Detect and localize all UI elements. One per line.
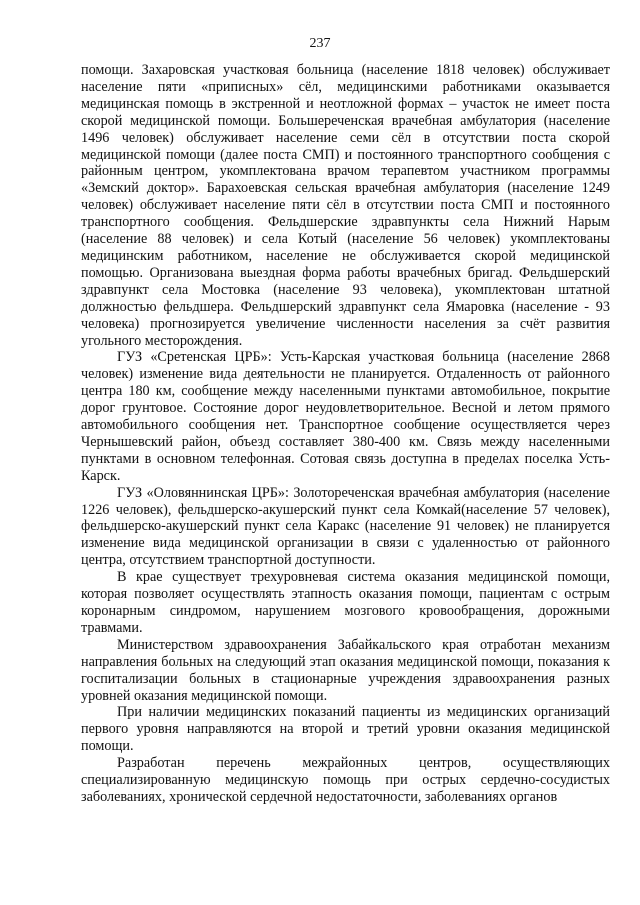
paragraph-three-level-system: В крае существует трехуровневая система оказания медицинской помощи, которая позволяет осуществлять этапность оказания помощи, пациентам с острым коронарным синдромом, нарушением мозгового кровообращения, дорожными травмами. (81, 569, 610, 636)
paragraph-sretenskaya: ГУЗ «Сретенская ЦРБ»: Усть-Карская участковая больница (население 2868 человек) изменение вида деятельности не планируется. Отдаленность от районного центра 180 км, сообщение между населенными пунктами автомобильное, покрытие дорог грунтовое. Состояние дорог неудовлетворительное. Весной и летом прямого автомобильного сообщения нет. Транспортное сообщение осуществляется через Чернышевский район, объезд составляет 380-400 км. Связь между населенными пунктами в основном телефонная. Сотовая связь доступна в пределах поселка Усть-Карск. (81, 349, 610, 484)
paragraph-interdistrict-centers: Разработан перечень межрайонных центров, осуществляющих специализированную медицинскую помощь при острых сердечно-сосудистых заболеваниях, хронической сердечной недостаточности, заболеваниях органов (81, 755, 610, 805)
paragraph-referral-levels: При наличии медицинских показаний пациенты из медицинских организаций первого уровня направляются на второй и третий уровни оказания медицинской помощи. (81, 704, 610, 755)
paragraph-zakharovskaya: помощи. Захаровская участковая больница (население 1818 человек) обслуживает население пяти «приписных» сёл, медицинскими работниками оказывается медицинская помощь в экстренной и неотложной формах – участок не имеет поста скорой медицинской помощи. Большереченская врачебная амбулатория (население 1496 человек) обслуживает население семи сёл в отсутствии поста скорой медицинской помощи (далее поста СМП) и постоянного транспортного сообщения с районным центром, укомплектована врачом терапевтом участником программы «Земский доктор». Барахоевская сельская врачебная амбулатория (население 1249 человек) обслуживает население пяти сёл в отсутствии поста СМП и постоянного транспортного сообщения. Фельдшерские здравпункты села Нижний Нарым (население 88 человек) и села Котый (население 56 человек) укомплектованы медицинским работником, население не обслуживается скорой медицинской помощью. Организована выездная форма работы врачебных бригад. Фельдшерский здравпункт села Мостовка (население 93 человека), укомплектован штатной должностью фельдшера. Фельдшерский здравпункт села Ямаровка (население - 93 человека) прогнозируется увеличение численности населения за счёт развития угольного месторождения. (81, 62, 610, 349)
page-number: 237 (309, 36, 331, 51)
paragraph-olovyanninskaya: ГУЗ «Оловяннинская ЦРБ»: Золотореченская врачебная амбулатория (население 1226 человек), фельдшерско-акушерский пункт села Комкай(население 57 человек), фельдшерско-акушерский пункт села Каракс (население 91 человек) не планируется изменение вида медицинской организации в связи с удаленностью от районного центра, отсутствием транспортной доступности. (81, 484, 610, 569)
paragraph-ministry-mechanism: Министерством здравоохранения Забайкальского края отработан механизм направления больных на следующий этап оказания медицинской помощи, показания к госпитализации больных в стационарные учреждения здравоохранения разных уровней оказания медицинской помощи. (81, 636, 610, 704)
page-body (81, 62, 610, 806)
